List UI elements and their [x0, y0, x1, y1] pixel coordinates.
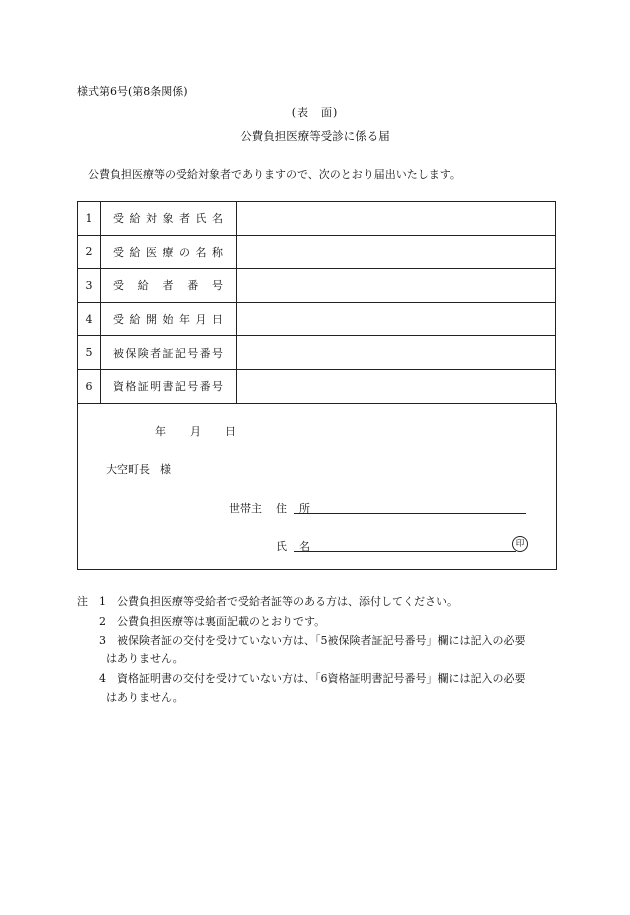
note-number: 2: [99, 615, 106, 628]
address-label-char: 所: [299, 502, 310, 515]
row-number: 2: [78, 235, 101, 269]
recipient-name-field[interactable]: [237, 202, 556, 236]
note-text-continuation: はありません。: [106, 691, 184, 704]
name-label-char: 名: [299, 540, 310, 553]
note-item: [99, 593, 458, 609]
addressee: [106, 461, 171, 477]
eligibility-certificate-number-field[interactable]: [237, 369, 556, 403]
note-item: [99, 670, 526, 686]
note-text-continuation: はありません。: [106, 652, 184, 665]
row-label-text: 資格証明書記号番号: [113, 380, 223, 394]
note-number: 1: [99, 595, 106, 608]
insurance-card-number-field[interactable]: [237, 336, 556, 370]
row-number: 4: [78, 302, 101, 336]
row-label: [101, 269, 237, 303]
row-number: 6: [78, 369, 101, 403]
seal-mark: 印: [512, 536, 528, 552]
name-label-char: 氏: [276, 540, 287, 553]
row-label: [101, 336, 237, 370]
row-label: [101, 369, 237, 403]
note-number: 3: [99, 634, 106, 647]
form-number: 様式第6号(第8条関係): [77, 85, 188, 98]
notes-heading: 注: [77, 595, 88, 608]
row-label-text: 被保険者証記号番号: [113, 346, 223, 360]
note-item: [99, 613, 325, 629]
table-row: [78, 336, 556, 370]
note-text: 資格証明書の交付を受けていない方は、「6資格証明書記号番号」欄には記入の必要: [117, 672, 526, 685]
name-field[interactable]: [294, 551, 516, 552]
note-item: [99, 632, 526, 648]
note-text: 被保険者証の交付を受けていない方は、「5被保険者証記号番号」欄には記入の必要: [117, 634, 526, 647]
row-label-text: 受給医療の名称: [113, 245, 223, 259]
recipient-number-field[interactable]: [237, 269, 556, 303]
row-label: [101, 235, 237, 269]
document-title: 公費負担医療等受診に係る届: [240, 129, 390, 143]
date-day-label: 日: [225, 425, 236, 438]
addressee-name: 大空町長: [106, 463, 150, 476]
date-line[interactable]: [155, 423, 236, 439]
note-text: 公費負担医療等は裏面記載のとおりです。: [117, 615, 326, 628]
row-label: [101, 302, 237, 336]
row-number: 1: [78, 202, 101, 236]
table-row: [78, 269, 556, 303]
row-number: 5: [78, 336, 101, 370]
addressee-suffix: 様: [160, 463, 171, 476]
table-row: [78, 369, 556, 403]
row-number: 3: [78, 269, 101, 303]
row-label: [101, 202, 237, 236]
date-year-label: 年: [155, 425, 166, 438]
note-text: 公費負担医療等受給者で受給者証等のある方は、添付してください。: [117, 595, 458, 608]
household-head-label: 世帯主: [229, 502, 262, 515]
row-label-text: 受給開始年月日: [113, 313, 223, 327]
note-number: 4: [99, 672, 106, 685]
submission-box: [77, 403, 557, 570]
table-row: [78, 302, 556, 336]
medical-care-name-field[interactable]: [237, 235, 556, 269]
address-field[interactable]: [294, 513, 526, 514]
start-date-field[interactable]: [237, 302, 556, 336]
side-label: (表 面): [291, 106, 339, 119]
intro-text: 公費負担医療等の受給対象者でありますので、次のとおり届出いたします。: [88, 168, 461, 181]
address-label-char: 住: [276, 502, 287, 515]
table-row: [78, 235, 556, 269]
recipient-info-table: [77, 201, 556, 404]
table-row: [78, 202, 556, 236]
row-label-text: 受給者番号: [113, 279, 223, 293]
date-month-label: 月: [190, 425, 201, 438]
row-label-text: 受給対象者氏名: [113, 212, 223, 226]
